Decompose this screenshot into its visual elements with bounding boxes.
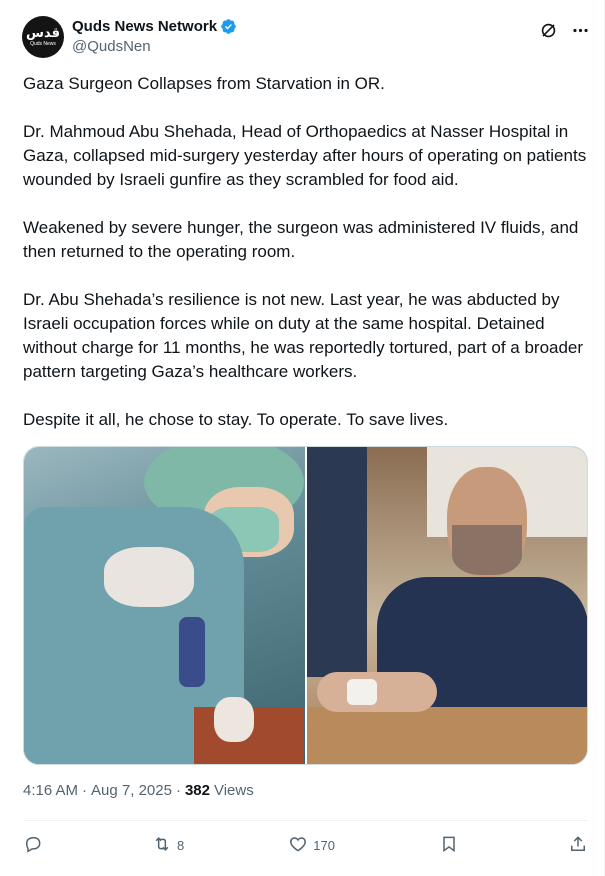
- like-count: 170: [313, 837, 335, 853]
- tweet-paragraph: Dr. Mahmoud Abu Shehada, Head of Orthopaedics at Nasser Hospital in Gaza, collapsed mid-surgery yesterday after hours of operating on patients wounded by Israeli gunfire as they scrambled for food aid.: [23, 122, 587, 189]
- action-bar: [23, 828, 588, 862]
- share-icon: [568, 834, 588, 857]
- avatar-logo-text: قدس: [26, 26, 60, 41]
- more-options-icon[interactable]: [570, 20, 590, 40]
- meta-separator: ·: [175, 782, 181, 799]
- name-row: [72, 16, 237, 36]
- media-grid: [23, 446, 588, 765]
- surgery-photo[interactable]: [24, 447, 305, 764]
- meta-separator: ·: [82, 782, 88, 799]
- retweet-icon: [152, 834, 172, 857]
- author-info: [72, 16, 237, 55]
- retweet-button[interactable]: [152, 834, 184, 857]
- reply-button[interactable]: [23, 834, 48, 857]
- tweet-date[interactable]: Aug 7, 2025: [91, 782, 172, 799]
- reply-icon: [23, 834, 43, 857]
- header-actions: [538, 16, 590, 40]
- tweet-meta: [23, 782, 254, 799]
- bookmark-icon: [439, 834, 459, 857]
- handle[interactable]: @QudsNen: [72, 38, 151, 55]
- retweet-count: 8: [177, 837, 185, 853]
- avatar[interactable]: [22, 16, 64, 58]
- tweet-paragraph: Weakened by severe hunger, the surgeon was administered IV fluids, and then returned to the operating room.: [23, 218, 579, 261]
- views-count: 382: [184, 782, 210, 799]
- tweet-time[interactable]: 4:16 AM: [23, 782, 79, 799]
- views-label: Views: [213, 782, 254, 799]
- tweet-paragraph: Dr. Abu Shehada’s resilience is not new. Last year, he was abducted by Israeli occupation forces while on duty at the same hospital. Detained without charge for 11 months, he was reportedly tortured, part of a broader pattern targeting Gaza’s healthcare workers.: [23, 290, 584, 381]
- like-button[interactable]: [288, 834, 335, 857]
- avatar-logo-subtext: Quds News: [30, 41, 56, 47]
- divider: [23, 820, 588, 821]
- share-button[interactable]: [568, 834, 588, 857]
- tweet-header: [22, 16, 590, 64]
- display-name[interactable]: Quds News Network: [72, 17, 218, 35]
- tweet-paragraph: Despite it all, he chose to stay. To operate. To save lives.: [23, 410, 449, 429]
- verified-badge-icon: [220, 18, 237, 35]
- grok-icon[interactable]: [538, 20, 558, 40]
- like-icon: [288, 834, 308, 857]
- portrait-photo[interactable]: [307, 447, 587, 764]
- tweet-text: [23, 72, 593, 432]
- tweet-headline: Gaza Surgeon Collapses from Starvation in OR.: [23, 74, 385, 93]
- bookmark-button[interactable]: [439, 834, 464, 857]
